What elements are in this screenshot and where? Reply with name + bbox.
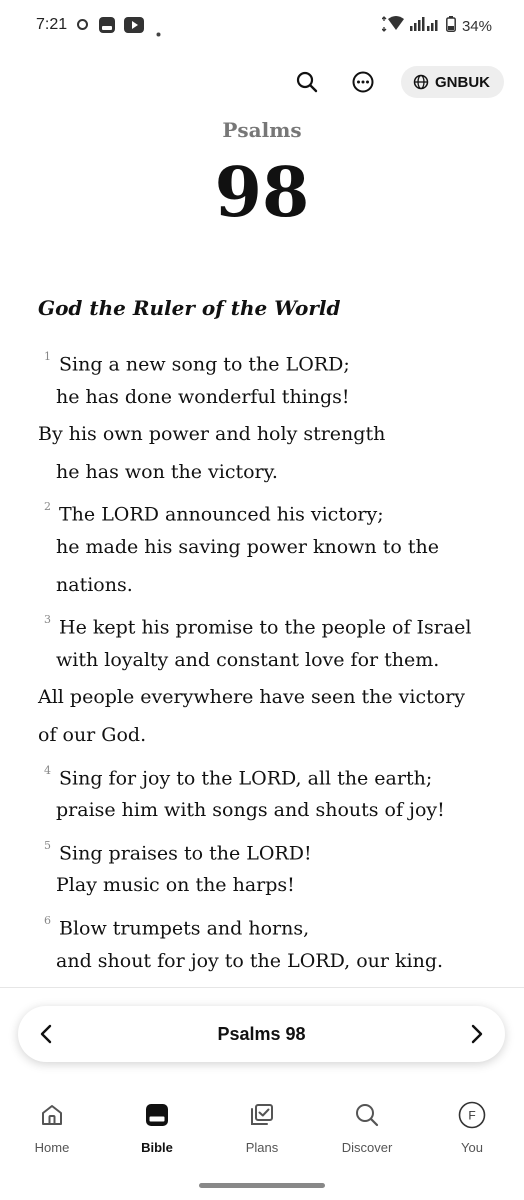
verse-line[interactable] <box>0 679 465 717</box>
verse-number: 6 <box>44 914 51 927</box>
verse-line[interactable] <box>0 341 350 379</box>
book-name: Psalms <box>222 118 302 142</box>
reader-toolbar <box>289 64 504 100</box>
tab-plans-label: Plans <box>245 1140 279 1155</box>
scripture-text[interactable] <box>0 341 524 986</box>
verse-line[interactable] <box>0 717 146 755</box>
verse-line[interactable] <box>0 830 312 868</box>
next-chapter-button[interactable] <box>449 1006 505 1062</box>
discover-icon <box>354 1102 380 1128</box>
home-icon <box>39 1102 65 1128</box>
globe-icon <box>413 74 429 90</box>
more-notifications-icon <box>156 24 161 42</box>
verse-line[interactable] <box>0 943 443 981</box>
youtube-icon <box>124 17 144 38</box>
plans-icon <box>249 1102 275 1128</box>
verse-text: Sing praises to the LORD! <box>59 842 312 865</box>
app-notification-icon <box>98 16 116 39</box>
tab-bible[interactable] <box>113 1090 201 1170</box>
verse-text: praise him with songs and shouts of joy! <box>56 799 445 822</box>
verse-line[interactable] <box>0 642 439 680</box>
avatar-initial: F <box>468 1108 476 1123</box>
verse-text: Sing a new song to the LORD; <box>59 353 350 376</box>
chapter-number: 98 <box>214 153 310 233</box>
status-bar <box>0 0 524 52</box>
battery-icon <box>446 16 456 36</box>
verse-line[interactable] <box>0 905 309 943</box>
verse-text: and shout for joy to the LORD, our king. <box>56 949 444 972</box>
divider <box>0 987 524 988</box>
previous-chapter-button[interactable] <box>18 1006 74 1062</box>
verse-number: 5 <box>44 838 51 852</box>
verse-text: with loyalty and constant love for them. <box>56 648 440 671</box>
verse-text: Blow trumpets and horns, <box>59 917 310 940</box>
search-button[interactable] <box>289 64 325 100</box>
verse-text: Play music on the harps! <box>56 874 295 897</box>
verse-line[interactable] <box>0 379 350 417</box>
chapter-navigator <box>18 1006 505 1062</box>
verse-text: nations. <box>56 573 133 596</box>
wifi-icon <box>382 16 404 36</box>
verse-text: he made his saving power known to the <box>56 536 439 558</box>
tab-discover-label: Discover <box>341 1140 393 1155</box>
verse-line[interactable] <box>0 867 295 905</box>
verse-line[interactable] <box>0 491 384 529</box>
tab-home[interactable] <box>8 1090 96 1170</box>
verse-text: he has done wonderful things! <box>56 385 350 408</box>
verse-text: All people everywhere have seen the victory <box>38 686 466 709</box>
verse-text: By his own power and holy strength <box>38 423 386 446</box>
tab-plans[interactable] <box>218 1090 306 1170</box>
verse-text: The LORD announced his victory; <box>59 503 384 526</box>
profile-icon <box>458 1101 486 1129</box>
search-icon <box>295 70 319 94</box>
chevron-right-icon <box>470 1024 484 1044</box>
verse-line[interactable] <box>0 792 445 830</box>
verse-text: he has won the victory. <box>56 460 278 483</box>
status-time: 7:21 <box>36 16 68 33</box>
battery-percent: 34% <box>461 17 492 35</box>
verse-text: He kept his promise to the people of Israel <box>59 616 472 639</box>
verse-line[interactable] <box>0 604 472 642</box>
chapter-picker-button[interactable]: Psalms 98 <box>217 1023 306 1044</box>
more-options-button[interactable] <box>345 64 381 100</box>
chevron-left-icon <box>39 1024 53 1044</box>
version-selector[interactable] <box>401 66 504 98</box>
sync-icon <box>76 18 89 36</box>
verse-line[interactable] <box>0 755 432 793</box>
verse-line[interactable] <box>0 416 385 454</box>
verse-line[interactable] <box>0 567 133 605</box>
verse-line[interactable] <box>0 454 278 492</box>
home-indicator[interactable] <box>199 1183 325 1188</box>
bottom-navigation <box>0 1090 524 1170</box>
verse-text: of our God. <box>38 724 147 746</box>
status-right <box>382 16 492 36</box>
verse-number: 1 <box>44 350 51 363</box>
verse-line[interactable] <box>0 529 439 567</box>
verse-text: Sing for joy to the LORD, all the earth; <box>59 766 433 789</box>
section-heading: God the Ruler of the World <box>38 296 341 320</box>
bible-icon <box>144 1102 170 1128</box>
tab-you[interactable] <box>428 1090 516 1170</box>
tab-you-label: You <box>461 1140 483 1155</box>
signal-icon <box>410 17 440 35</box>
version-label: GNBUK <box>435 73 490 91</box>
tab-discover[interactable] <box>323 1090 411 1170</box>
verse-number: 3 <box>44 613 51 627</box>
verse-number: 4 <box>44 763 51 777</box>
more-options-icon <box>351 70 375 94</box>
verse-number: 2 <box>44 500 51 514</box>
tab-home-label: Home <box>34 1140 70 1155</box>
tab-bible-label: Bible <box>141 1140 173 1155</box>
